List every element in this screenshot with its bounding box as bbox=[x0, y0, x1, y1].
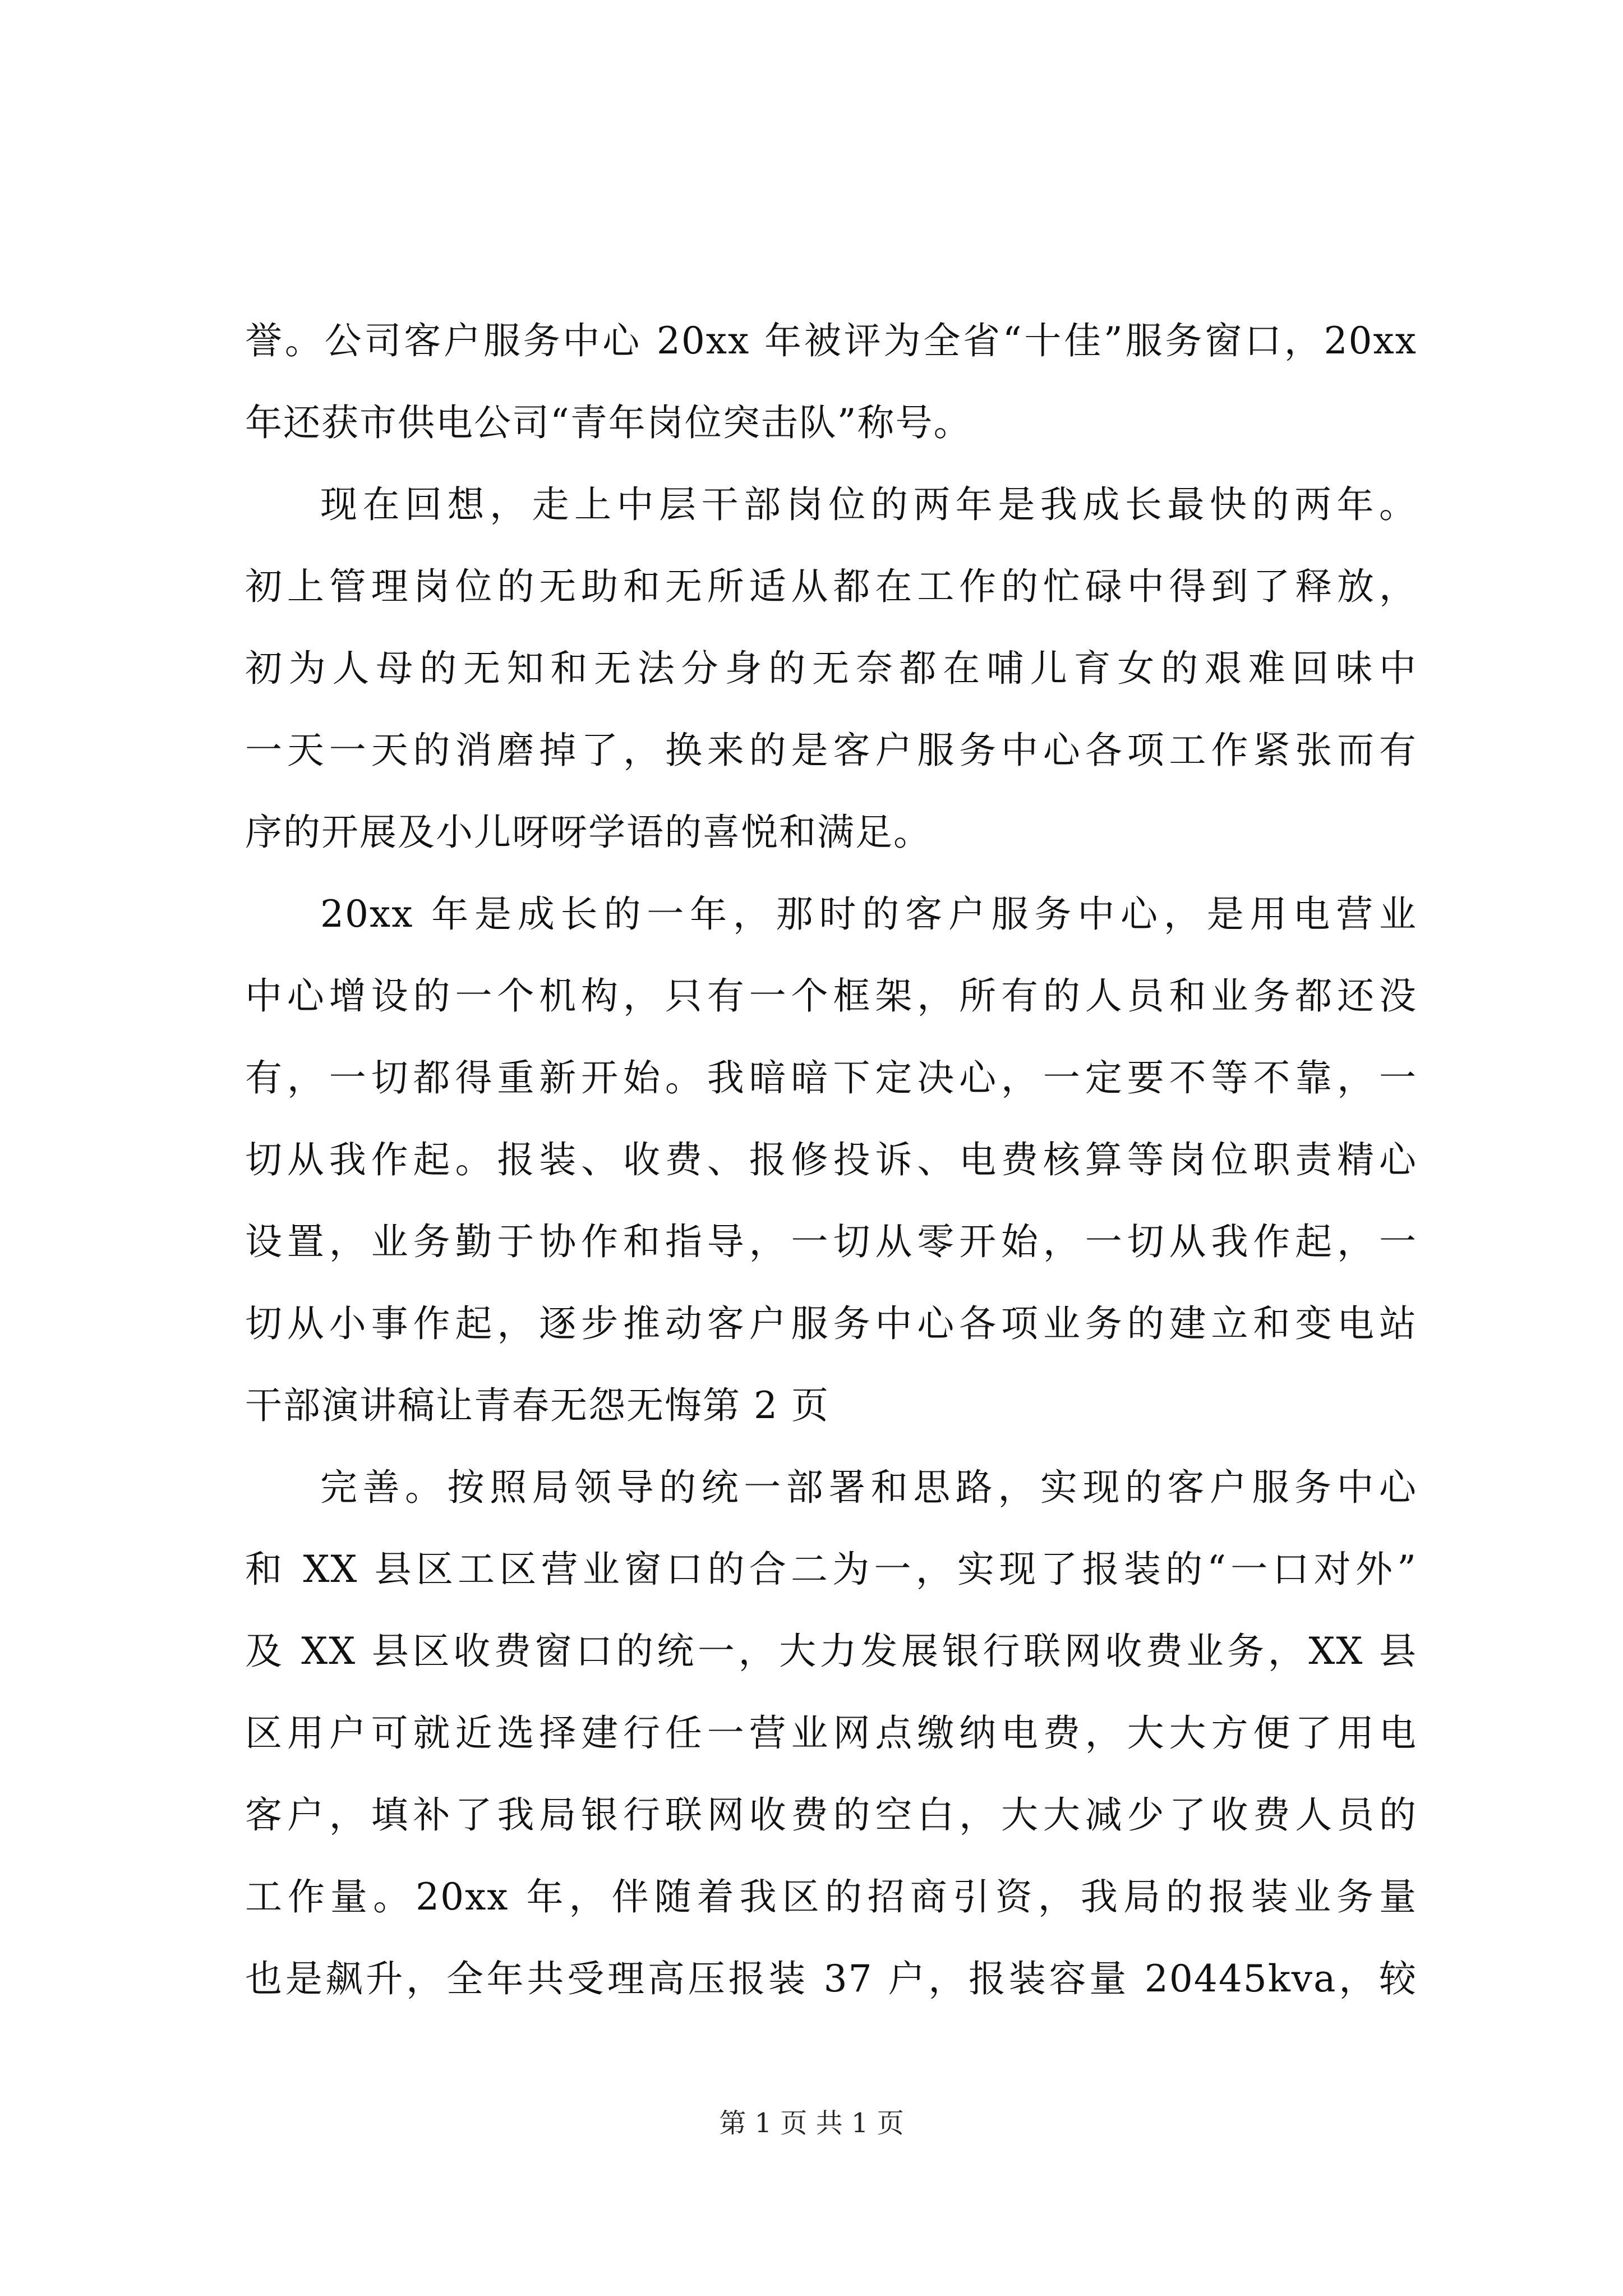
text-line: 区用户可就近选择建行任一营业网点缴纳电费，大大方便了用电 bbox=[245, 1711, 1417, 1755]
text-line: 20xx 年是成长的一年，那时的客户服务中心，是用电营业 bbox=[320, 892, 1417, 936]
text-line: 及 XX 县区收费窗口的统一，大力发展银行联网收费业务，XX 县 bbox=[245, 1630, 1417, 1673]
text-line: 工作量。20xx 年，伴随着我区的招商引资，我局的报装业务量 bbox=[245, 1875, 1417, 1918]
text-line: 切从小事作起，逐步推动客户服务中心各项业务的建立和变电站 bbox=[245, 1302, 1417, 1345]
text-line: 完善。按照局领导的统一部署和思路，实现的客户服务中心 bbox=[320, 1466, 1417, 1509]
text-line: 有，一切都得重新开始。我暗暗下定决心，一定要不等不靠，一 bbox=[245, 1056, 1417, 1099]
text-line: 也是飙升，全年共受理高压报装 37 户，报装容量 20445kva，较 bbox=[245, 1957, 1417, 2000]
text-line: 初上管理岗位的无助和无所适从都在工作的忙碌中得到了释放， bbox=[245, 565, 1417, 608]
text-line: 设置，业务勤于协作和指导，一切从零开始，一切从我作起，一 bbox=[245, 1220, 1417, 1263]
text-line: 和 XX 县区工区营业窗口的合二为一，实现了报装的“一口对外” bbox=[245, 1548, 1417, 1591]
text-line: 客户，填补了我局银行联网收费的空白，大大减少了收费人员的 bbox=[245, 1793, 1417, 1837]
text-line: 干部演讲稿让青春无怨无悔第 2 页 bbox=[245, 1384, 829, 1427]
text-line: 序的开展及小儿呀呀学语的喜悦和满足。 bbox=[245, 811, 932, 854]
text-line: 一天一天的消磨掉了，换来的是客户服务中心各项工作紧张而有 bbox=[245, 729, 1417, 772]
text-line: 现在回想，走上中层干部岗位的两年是我成长最快的两年。 bbox=[320, 483, 1417, 526]
document-body bbox=[245, 300, 1417, 2020]
text-line: 中心增设的一个机构，只有一个框架，所有的人员和业务都还没 bbox=[245, 974, 1417, 1018]
text-line: 年还获市供电公司“青年岗位突击队”称号。 bbox=[245, 401, 972, 444]
text-line: 誉。公司客户服务中心 20xx 年被评为全省“十佳”服务窗口，20xx bbox=[245, 319, 1417, 362]
page-footer: 第 1 页 共 1 页 bbox=[719, 2108, 904, 2139]
text-line: 切从我作起。报装、收费、报修投诉、电费核算等岗位职责精心 bbox=[245, 1138, 1417, 1181]
text-line: 初为人母的无知和无法分身的无奈都在哺儿育女的艰难回味中 bbox=[245, 647, 1417, 690]
